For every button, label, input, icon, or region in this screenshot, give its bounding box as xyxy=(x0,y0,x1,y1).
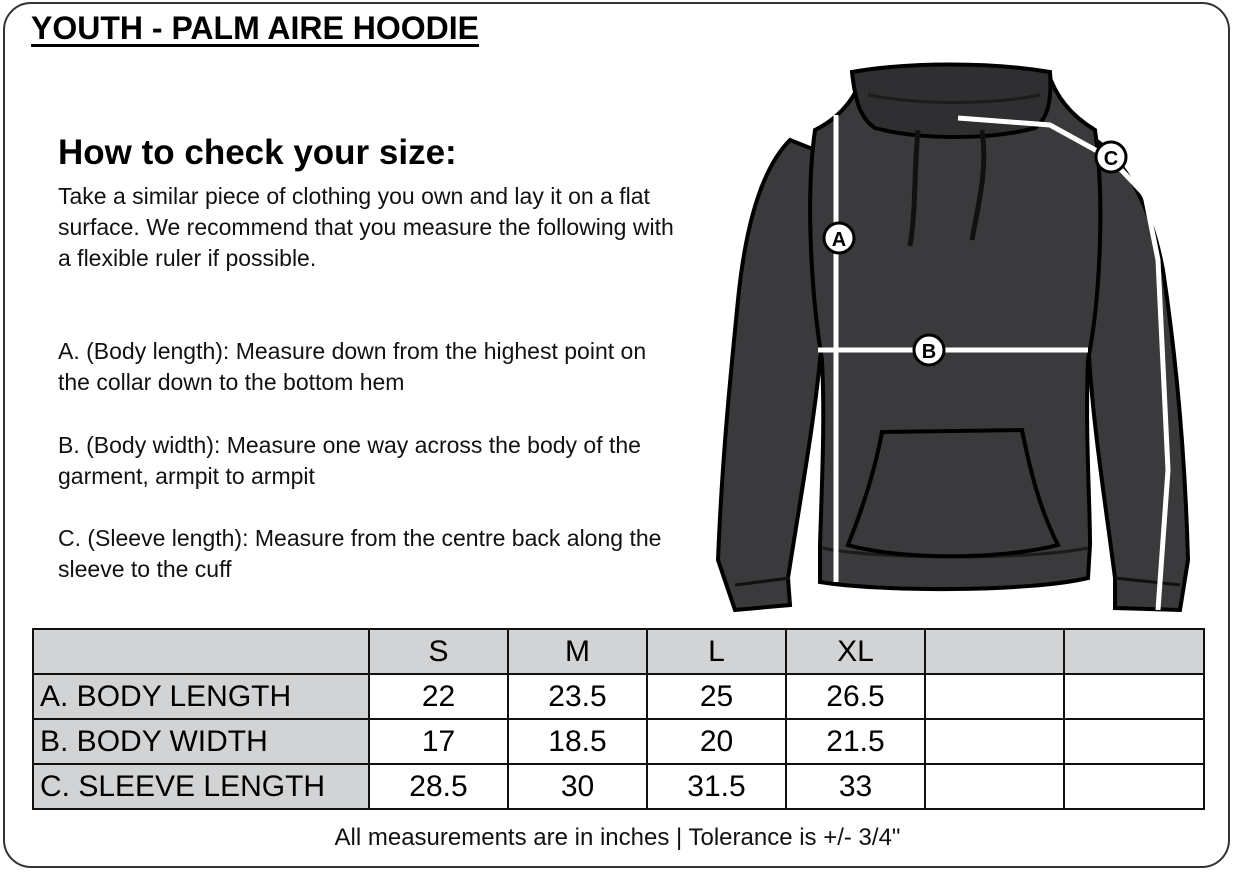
table-cell: 30 xyxy=(508,764,647,809)
table-cell xyxy=(925,719,1064,764)
svg-text:A: A xyxy=(831,229,847,251)
size-table-header xyxy=(33,629,1204,674)
instruction-sleeve-length: C. (Sleeve length): Measure from the centre back along the sleeve to the cuff xyxy=(58,525,662,582)
table-cell xyxy=(1064,764,1204,809)
hoodie-hood xyxy=(852,65,1050,138)
measurement-footnote: All measurements are in inches | Tolerance is +/- 3/4" xyxy=(334,824,901,851)
table-cell: 33 xyxy=(786,764,925,809)
svg-text:C: C xyxy=(1103,148,1119,170)
table-cell: 25 xyxy=(647,674,786,719)
page-title: YOUTH - PALM AIRE HOODIE xyxy=(31,10,479,46)
size-table xyxy=(32,628,1205,810)
table-cell: 28.5 xyxy=(369,764,508,809)
table-row xyxy=(33,719,1204,764)
table-row xyxy=(33,764,1204,809)
hoodie-diagram xyxy=(700,60,1200,620)
table-cell xyxy=(925,674,1064,719)
header-cell-s: S xyxy=(369,629,508,674)
howto-heading: How to check your size: xyxy=(58,133,457,172)
hoodie-pocket xyxy=(848,430,1058,556)
table-cell xyxy=(1064,674,1204,719)
marker-a xyxy=(824,223,854,253)
table-cell: 18.5 xyxy=(508,719,647,764)
howto-intro: Take a similar piece of clothing you own and lay it on a flat surface. We recommend that you measure the following with a flexible ruler if possible. xyxy=(58,183,674,271)
instruction-body-width: B. (Body width): Measure one way across the body of the garment, armpit to armpit xyxy=(58,432,641,489)
table-cell: 26.5 xyxy=(786,674,925,719)
header-cell-xl: XL xyxy=(786,629,925,674)
table-cell: 20 xyxy=(647,719,786,764)
instruction-body-length: A. (Body length): Measure down from the highest point on the collar down to the bottom hem xyxy=(58,338,647,395)
table-cell: 17 xyxy=(369,719,508,764)
header-cell-empty xyxy=(1064,629,1204,674)
table-cell: 21.5 xyxy=(786,719,925,764)
svg-text:B: B xyxy=(921,341,937,363)
table-cell: 23.5 xyxy=(508,674,647,719)
table-cell xyxy=(1064,719,1204,764)
header-cell-empty xyxy=(925,629,1064,674)
row-label-sleeve-length: C. SLEEVE LENGTH xyxy=(33,764,369,809)
header-cell-label xyxy=(33,629,369,674)
marker-b xyxy=(914,335,944,365)
header-cell-m: M xyxy=(508,629,647,674)
table-row xyxy=(33,674,1204,719)
table-cell xyxy=(925,764,1064,809)
row-label-body-width: B. BODY WIDTH xyxy=(33,719,369,764)
table-cell: 31.5 xyxy=(647,764,786,809)
header-cell-l: L xyxy=(647,629,786,674)
row-label-body-length: A. BODY LENGTH xyxy=(33,674,369,719)
marker-c xyxy=(1096,142,1126,172)
table-cell: 22 xyxy=(369,674,508,719)
